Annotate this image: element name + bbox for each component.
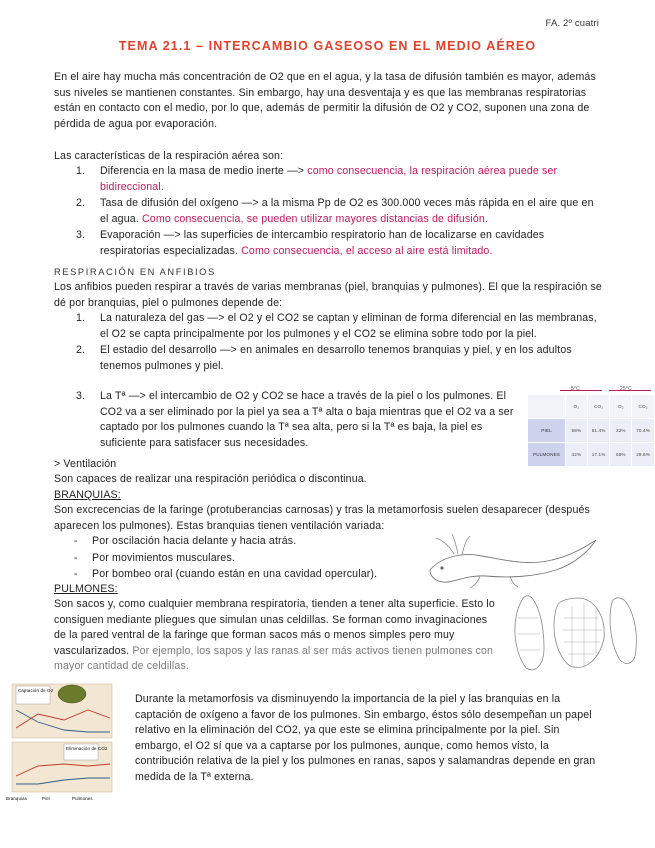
table-header: O₂ [566,395,588,419]
gills-text: Son excrecencias de la faringe (protuberancias carnosas) y tras la metamorfosis suelen desaparecer (después aparecen los pulmones). Estas branquias tienen ventilación variada: [54,504,590,532]
amphibians-intro: Los anfibios pueden respirar a través de varias membranas (piel, branquias y pulmones). El que la respiración se dé por branquias, piel o pulmones depende de: [54,281,602,309]
metamorphosis-paragraph: Durante la metamorfosis va disminuyendo la importancia de la piel y las branquias en la captación de oxígeno a favor de los pulmones. Sin embargo, éstos sólo desempeñan un papel relativo en la eliminación del CO2, ya que este se elimina principalmente por la piel. Sin embargo, el O2 sí que va a captarse por los pulmones, aunque, como hemos visto, la contribución relativa de la piel y los pulmones en ranas, sapos y salamandras depende en gran medida de la Tª externa. [135,693,596,783]
table-cell: 42% [566,443,588,467]
item-text: La Tª —> el intercambio de O2 y CO2 se hace a través de la piel o los pulmones. El CO2 va a ser eliminado por la piel ya sea a Tª alta o baja mientras que el O2 va a ser captado por los pulmones cuando la Tª sea alta, pero si la Tª es baja, la piel es suficiente para satisfacer sus necesidades. [100,390,514,449]
frog-icon [58,685,86,703]
lungs-text: Son sacos y, como cualquier membrana respiratoria, tienden a tener alta superficie. Esto lo consiguen mediante pliegues que simulan unas celdillas. Se forman como invaginaciones de la pared ventral de la faringe que forman sacos más o menos simples pero muy vascularizados. [54,598,495,657]
gills-list [54,534,414,583]
chart-stage-label: Pulmones [72,796,93,801]
item-number: 3. [76,390,86,402]
lungs-illustration [508,588,648,678]
item-text: Tasa de difusión del oxígeno —> a la misma Pp de O2 es 300.000 veces más rápida en el aire que en el agua. [100,197,594,225]
lungs-paragraph [54,597,496,675]
item-number: 1. [76,312,86,324]
table-cell: 32% [610,419,632,443]
page-title: TEMA 21.1 – INTERCAMBIO GASEOSO EN EL MEDIO AÉREO [118,39,537,53]
list-item-text: Por movimientos musculares. [92,551,235,564]
list-item-text: Por oscilación hacia delante y hacia atrás. [92,535,297,547]
item-number: 3. [76,229,86,242]
characteristic-item [54,196,602,227]
lungs-heading: PULMONES: [54,583,118,595]
chart-stage-label: Piel [42,796,50,801]
list-item: - Por movimientos musculares. [74,551,235,564]
gills-heading: BRANQUIAS: [54,489,121,501]
item-number: 2. [76,344,86,357]
amphibian-factor [54,343,602,374]
table-group-label: 5°C [571,386,580,392]
ventilation-heading: > Ventilación [54,458,117,470]
table-cell: 68% [610,443,632,467]
table-row [528,419,655,443]
characteristic-item [54,228,602,259]
amphibians-heading: RESPIRACIÓN EN ANFIBIOS [54,267,216,277]
lungs-example: Por ejemplo, los sapos y las ranas al ser más activos tienen pulmones con mayor cantidad de celdillas. [54,644,494,673]
table-cell: 70.4% [632,419,655,443]
item-text: Evaporación —> las superficies de intercambio respiratorio han de localizarse en cavidades respiratorias especializadas. [100,229,545,257]
item-highlight: Como consecuencia, se pueden utilizar mayores distancias de difusión. [142,212,489,225]
amphibians-list [54,311,602,374]
item-number: 2. [76,197,86,210]
row-label: PULMONES [528,443,566,467]
list-item-text: Por bombeo oral (cuando están en una cavidad opercular). [92,568,378,581]
table-header: O₂ [610,395,632,419]
table-cell: 58% [566,419,588,443]
chart-label-o2: Captación de O2 [18,688,54,693]
course-label: FA. 2º cuatri [545,18,599,29]
item-highlight: como consecuencia, la respiración aérea puede ser bidireccional. [100,165,558,193]
row-label: PIEL [528,419,566,443]
item-highlight: Como consecuencia, el acceso al aire está limitado. [241,244,493,257]
chart-label-co2: Eliminación de CO2 [66,746,108,751]
table-group-label: 25°C [620,386,632,392]
chart-stage-label: Branquias [6,796,28,801]
characteristics-list [54,164,602,260]
table-header: CO₂ [587,395,610,419]
table-cell: 81.4% [587,419,610,443]
characteristics-heading: Las características de la respiración aérea son: [54,150,284,162]
amphibian-factor [54,311,602,342]
intro-paragraph: En el aire hay mucha más concentración de O2 que en el agua, y la tasa de difusión también es mayor, además sus niveles se mantienen constantes. Sin embargo, hay una desventaja y es que las membranas respiratorias están en contacto con el medio, por lo que, además de permitir la difusión de O2 y CO2, suponen una zona de pérdida de agua por evaporación. [54,71,596,130]
table-cell: 29.6% [632,443,655,467]
list-item: - Por bombeo oral (cuando están en una cavidad opercular). [74,568,378,581]
table-header: CO₂ [632,395,655,419]
ventilation-text: Son capaces de realizar una respiración periódica o discontinua. [54,473,367,485]
respiration-chart-figure [2,680,124,808]
list-item: - Por oscilación hacia delante y hacia atrás. [74,535,297,547]
gas-exchange-table [527,380,655,467]
item-text: El estadio del desarrollo —> en animales en desarrollo tenemos branquias y piel, y en los adultos tenemos pulmones y piel. [100,344,572,372]
amphibian-factor-temperature [54,389,516,451]
amphibian-factor [54,389,516,451]
item-text: Diferencia en la masa de medio inerte —> [100,165,308,177]
item-text: La naturaleza del gas —> el O2 y el CO2 se captan y eliminan de forma diferencial en las membranas, el O2 se capta principalmente por los pulmones y el CO2 se elimina sobre todo por la piel. [100,312,597,340]
characteristic-item [54,164,602,195]
table-cell: 17.1% [587,443,610,467]
item-number: 1. [76,165,86,177]
table-corner [528,395,566,419]
